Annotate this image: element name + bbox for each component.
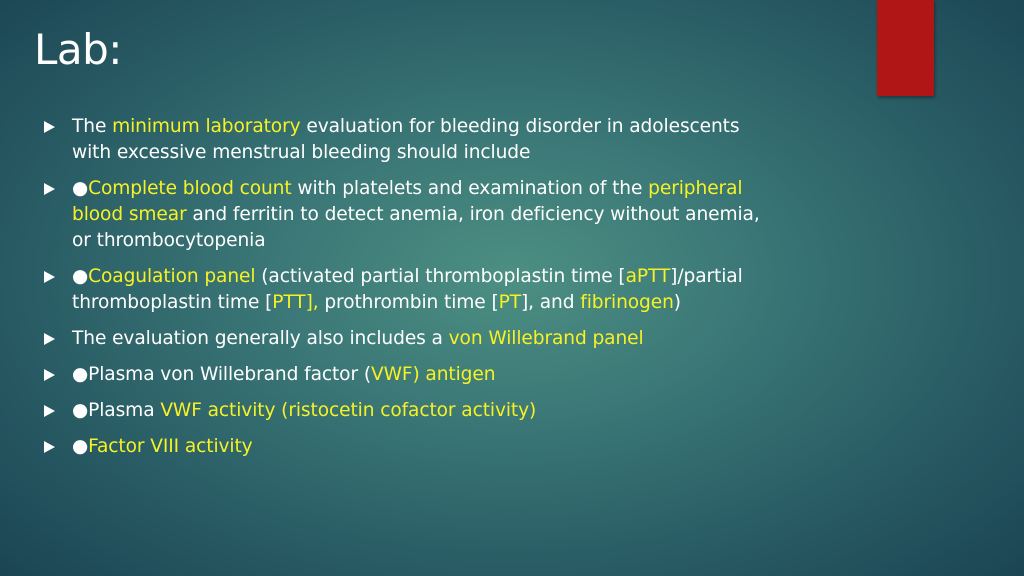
bullet-highlight: aPTT (625, 266, 671, 287)
bullet-highlight: Complete blood count (88, 178, 292, 199)
bullet-text-segment: prothrombin time [ (318, 292, 499, 313)
bullet-text-segment: The evaluation generally also includes a (72, 328, 449, 349)
bullet-item (44, 326, 784, 352)
bullet-text-segment: ● (72, 436, 89, 457)
bullet-text (72, 400, 536, 421)
bullet-item (44, 264, 784, 316)
bullet-text-segment: ) (673, 292, 681, 313)
bullet-item (44, 362, 784, 388)
bullet-text-segment: (activated partial thromboplastin time [ (255, 266, 626, 287)
bullet-item (44, 434, 784, 460)
bullet-text-segment: ●Plasma (72, 400, 161, 421)
bullet-text-segment: evaluation for bleeding disorder in adolescents with excessive menstrual bleeding should include (72, 116, 740, 163)
bullet-arrow-icon (44, 405, 55, 417)
bullet-arrow-icon (44, 121, 55, 133)
bullet-text (72, 364, 495, 385)
bullet-text-segment: with platelets and examination of the (291, 178, 649, 199)
bullet-highlight: VWF activity (ristocetin cofactor activity) (160, 400, 537, 421)
title-accent-bar (877, 0, 934, 96)
bullet-list (44, 114, 784, 470)
bullet-arrow-icon (44, 441, 55, 453)
bullet-text-segment: and ferritin to detect anemia, iron deficiency without anemia, or thrombocytopenia (72, 204, 760, 251)
bullet-text-segment: ●Plasma von Willebrand factor ( (72, 364, 371, 385)
bullet-item (44, 398, 784, 424)
bullet-highlight: minimum laboratory (112, 116, 301, 137)
bullet-highlight: PT (498, 292, 521, 313)
bullet-text-segment: ● (72, 266, 89, 287)
bullet-text (72, 266, 743, 313)
bullet-arrow-icon (44, 333, 55, 345)
bullet-highlight: Factor VIII activity (88, 436, 253, 457)
bullet-highlight: PTT], (272, 292, 319, 313)
bullet-highlight: Coagulation panel (88, 266, 256, 287)
bullet-arrow-icon (44, 369, 55, 381)
bullet-text (72, 178, 760, 251)
slide-title: Lab: (34, 25, 122, 74)
bullet-text-segment: ], and (520, 292, 581, 313)
bullet-highlight: VWF) antigen (370, 364, 496, 385)
bullet-text (72, 436, 253, 457)
bullet-highlight: fibrinogen (580, 292, 674, 313)
bullet-text (72, 328, 644, 349)
bullet-text-segment: ]/partial thromboplastin time [ (72, 266, 743, 313)
bullet-arrow-icon (44, 271, 55, 283)
bullet-item (44, 114, 784, 166)
bullet-highlight: von Willebrand panel (448, 328, 644, 349)
bullet-arrow-icon (44, 183, 55, 195)
bullet-text-segment: The (72, 116, 113, 137)
bullet-text-segment: ● (72, 178, 89, 199)
bullet-highlight: peripheral blood smear (72, 178, 743, 225)
bullet-text (72, 116, 739, 163)
bullet-item (44, 176, 784, 254)
